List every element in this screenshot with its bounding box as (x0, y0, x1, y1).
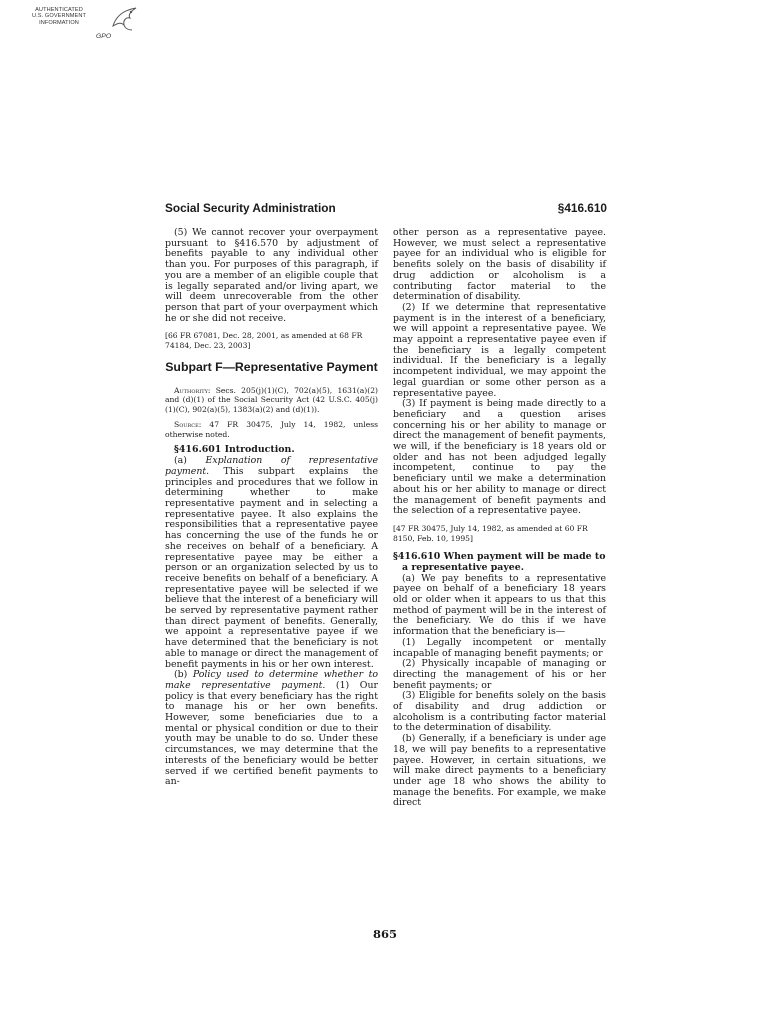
citation: [47 FR 30475, July 14, 1982, as amended at 60 FR 8150, Feb. 10, 1995] (393, 523, 588, 543)
paragraph-b (165, 670, 378, 788)
para-b-italic: Policy used to determine whether to make representative payment (165, 669, 378, 691)
gpo-authentication-stamp (24, 6, 144, 46)
stamp-gpo-label: GPO (96, 33, 112, 40)
para-b-text: . (1) Our policy is that every beneficiary has the right to manage his or her own benefits. However, some beneficiaries due to a mental or physical condition or due to their youth may be unable to do so. Under these circumstances, we may determine that the interests of the beneficiary would be better served if we certified benefit payments to an- (165, 679, 378, 788)
page-number: 865 (372, 927, 397, 941)
authority-text: Secs. 205(j)(1)(C), 702(a)(5), 1631(a)(2) and (d)(1) of the Social Security Act (42 U.S.C. 405(j)(1)(C), 902(a)(5), 1383(a)(2) and (d)(1)). (165, 385, 378, 414)
paragraph-610-a1: (1) Legally incompetent or mentally incapable of managing benefit payments; or (393, 636, 606, 659)
section-number: §416.610 (557, 201, 607, 215)
authority-note (165, 386, 378, 415)
paragraph-overpayment: (5) We cannot recover your overpayment pursuant to §416.570 by adjustment of benefits payable to any individual other than you. For purposes of this paragraph, if you are a member of an eligible couple that is legally separated and/or living apart, we will deem unrecoverable from the other person that part of your overpayment which he or she did not receive. (165, 227, 378, 324)
source-note (165, 420, 378, 439)
stamp-text: AUTHENTICATED U.S. GOVERNMENT INFORMATION (31, 7, 87, 26)
section-heading-416-601: §416.601 Introduction. (174, 444, 295, 456)
paragraph-610-a2: (2) Physically incapable of managing or directing the management of his or her benefit payments; or (393, 658, 606, 691)
authority-label: Authority: (174, 385, 211, 395)
subpart-title: Subpart F—Representative Payment (165, 359, 378, 374)
citation: [66 FR 67081, Dec. 28, 2001, as amended at 68 FR 74184, Dec. 23, 2003] (165, 331, 363, 350)
para-b-label: (b) (174, 669, 188, 681)
para-a-label: (a) (174, 455, 187, 467)
right-column (393, 228, 606, 809)
para-a-text: . This subpart explains the principles and procedures that we follow in determining whether to make representative payment and in selecting a representative payee. It also explains the responsibilities that a representative payee has concerning the use of the funds he or she receives on behalf of a beneficiary. A representative payee may be either a person or an organization selected by us to receive benefits on behalf of a beneficiary. A representative payee will be selected if we believe that the interest of a beneficiary will be served by representative payment rather than direct payment of benefits. Generally, we appoint a representative payee if we have determined that the beneficiary is not able to manage or direct the management of benefit payments in his or her own interest. (165, 465, 378, 670)
eagle-seal-icon (110, 6, 140, 32)
left-column (165, 228, 378, 788)
page-header (165, 201, 607, 217)
paragraph-610-a: (a) We pay benefits to a representative payee on behalf of a beneficiary 18 years old or older when it appears to us that this method of payment will be in the interest of the beneficiary. We do this if we have information that the beneficiary is— (393, 572, 606, 638)
paragraph-610-a3: (3) Eligible for benefits solely on the basis of disability and drug addiction or alcoholism is a contributing factor material to the determination of disability. (393, 690, 606, 734)
paragraph-2: (2) If we determine that representative payment is in the interest of a beneficiary, we will appoint a representative payee. We may appoint a representative payee even if the beneficiary is a legally competent individual. If the beneficiary is a legally incompetent individual, we may appoint the legal guardian or some other person as a representative payee. (393, 301, 606, 399)
paragraph-continued: other person as a representative payee. However, we must select a representative payee for an individual who is eligible for benefits solely on the basis of disability if drug addiction or alcoholism is a contributing factor material to the determination of disability. (393, 227, 606, 303)
paragraph-610-b: (b) Generally, if a beneficiary is under age 18, we will pay benefits to a representative payee. However, in certain situations, we will make direct payments to a beneficiary under age 18 who shows the ability to manage the benefits. For example, we make direct (393, 733, 606, 809)
para-a-italic: Explanation of representative payment (165, 455, 379, 477)
source-label: Source: (174, 420, 202, 430)
paragraph-3: (3) If payment is being made directly to a beneficiary and a question arises concerning his or her ability to manage or direct the management of benefit payments, we will, if the beneficiary is 18 years old or older and has not been adjudged legally incompetent, continue to pay the beneficiary until we make a determination about his or her ability to manage or direct the management of benefit payments and the selection of a representative payee. (393, 398, 606, 517)
paragraph-a (165, 456, 378, 670)
source-text: 47 FR 30475, July 14, 1982, unless otherwise noted. (165, 420, 379, 439)
section-heading-416-610: §416.610 When payment will be made to a representative payee. (393, 551, 606, 573)
agency-name: Social Security Administration (165, 201, 336, 215)
